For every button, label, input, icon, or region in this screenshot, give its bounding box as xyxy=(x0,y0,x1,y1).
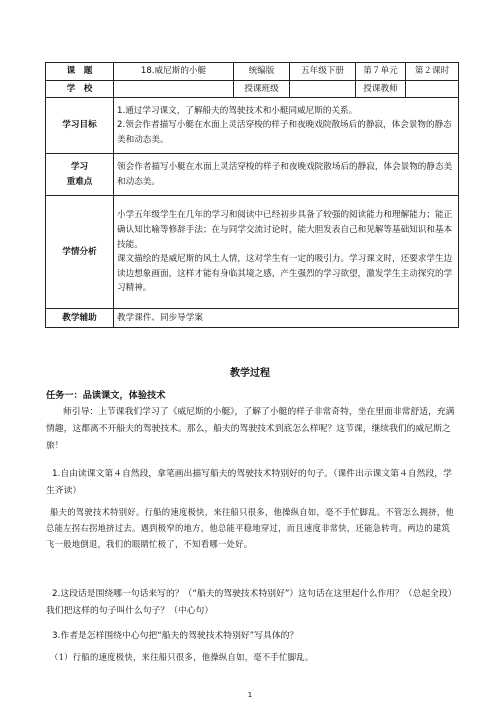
lesson-title: 18.威尼斯的小艇 xyxy=(114,63,234,81)
table-row-objectives xyxy=(46,98,459,154)
process-title: 教学过程 xyxy=(230,368,270,379)
table-row-keypoints xyxy=(46,154,459,196)
quoted-passage: 船夫的驾驶技术特别好。行船的速度极快，来往船只很多，他操纵自如，毫不手忙脚乱。不管怎么拥挤，他总能左拐右拐地挤过去。遇到极窄的地方，他总能平稳地穿过，而且速度非常快，还能急转弯。两边的建筑飞一般地倒退，我们的眼睛忙极了，不知看哪一处好。 xyxy=(46,507,455,550)
objective-item: 1.通过学习课文，了解船夫的驾驶技术和小艇同威尼斯的关系。 xyxy=(117,105,358,116)
step-2: 2.这段话是围绕哪一句话来写的？（“船夫的驾驶技术特别好”）这句话在这里起什么作用？（总起全段）我们把这样的句子叫什么句子？（中心句） xyxy=(46,589,457,617)
table-row-topic xyxy=(46,63,459,81)
task-heading: 任务一：品读课文，体验技术 xyxy=(46,390,166,401)
unit-cell: 第７单元 xyxy=(356,63,406,81)
analysis-content xyxy=(114,196,459,309)
grade-cell: 五年级下册 xyxy=(290,63,356,81)
objectives-label: 学习目标 xyxy=(46,98,114,154)
analysis-paragraph-1: 小学五年级学生在几年的学习和阅读中已经初步具备了较强的阅读能力和理解能力；能正确认知比喻等修辞手法；在与同学交流讨论时，能大胆发表自己和见解等基础知识和基本技能。 xyxy=(117,210,453,250)
table-row-aids xyxy=(46,309,459,328)
keypoints-content: 领会作者描写小艇在水面上灵活穿梭的样子和夜晚戏院散场后的静寂，体会景物的静态美和动态美。 xyxy=(114,154,459,196)
objectives-content xyxy=(114,98,459,154)
keypoints-label xyxy=(46,154,114,196)
lesson-info-table xyxy=(45,62,459,328)
keypoints-label-line2: 重难点 xyxy=(66,176,93,187)
period-cell: 第２课时 xyxy=(406,63,459,81)
analysis-label: 学情分析 xyxy=(46,196,114,309)
step-3: 3.作者是怎样围绕中心句把“船夫的驾驶技术特别好”写具体的？ xyxy=(52,631,299,641)
intro-paragraph: 师引导：上节课我们学习了《威尼斯的小艇》，了解了小艇的样子非常奇特，坐在里面非常舒适，充满情趣，这都离不开船夫的驾驶技术。那么，船夫的驾驶技术到底怎么样呢？这节课，继续我们的威尼斯之旅！ xyxy=(46,407,455,452)
teacher-value xyxy=(406,80,459,98)
class-value xyxy=(290,80,356,98)
aids-content: 教学课件、同步导学案 xyxy=(114,309,459,328)
school-value xyxy=(114,80,234,98)
teacher-label: 授课教师 xyxy=(356,80,406,98)
class-label: 授课班级 xyxy=(234,80,290,98)
step-1: 1.自由读课文第４自然段，拿笔画出描写船夫的驾驶技术特别好的句子。（课件出示课文第４自然段，学生齐读） xyxy=(46,469,452,497)
topic-label: 课 题 xyxy=(46,63,114,81)
analysis-paragraph-2: 课文描绘的是威尼斯的风土人情，这对学生有一定的吸引力。学习课文时，还要求学生边读边想象画面，这样才能有身临其境之感，产生强烈的学习欲望，激发学生主动探究的学习精神。 xyxy=(117,254,453,294)
table-row-school xyxy=(46,80,459,98)
school-label: 学 校 xyxy=(46,80,114,98)
edition-cell: 统编版 xyxy=(234,63,290,81)
keypoints-label-line1: 学习 xyxy=(70,162,89,173)
table-row-analysis xyxy=(46,196,459,309)
page-number: 1 xyxy=(247,691,253,699)
sub-item-1: （1）行船的速度极快，来往船只很多，他操纵自如，毫不手忙脚乱。 xyxy=(50,652,314,662)
objective-item: 2.领会作者描写小艇在水面上灵活穿梭的样子和夜晚戏院散场后的静寂，体会景物的静态美和动态美。 xyxy=(117,120,452,146)
aids-label: 教学辅助 xyxy=(46,309,114,328)
